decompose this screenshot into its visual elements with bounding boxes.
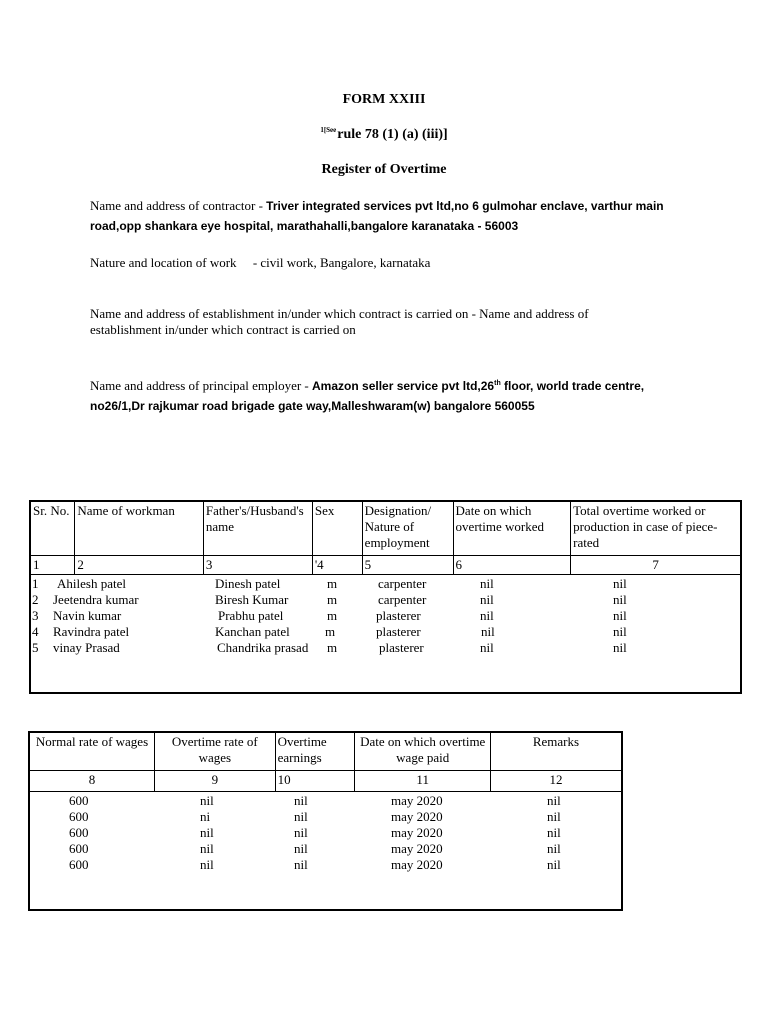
cell-date-paid: may 2020: [391, 856, 443, 872]
overtime-wages-table: [28, 731, 623, 911]
colnum-9: 9: [155, 770, 276, 791]
cell-ot-rate: nil: [200, 840, 214, 856]
wage-rows-cell: [29, 791, 622, 910]
register-title: Register of Overtime: [321, 162, 447, 177]
cell-normal-rate: 600: [69, 808, 89, 824]
cell-sr: 1: [32, 575, 39, 591]
cell-normal-rate: 600: [69, 856, 89, 872]
header-designation: Designation/ Nature of employment: [362, 501, 453, 555]
cell-remarks: nil: [547, 808, 561, 824]
cell-sex: m: [327, 575, 338, 591]
form-title: FORM XXIII: [342, 92, 426, 107]
cell-date: nil: [480, 591, 494, 607]
header-overtime-rate: Overtime rate of wages: [155, 732, 276, 770]
cell-ot-rate: nil: [200, 856, 214, 872]
cell-sex: m: [327, 639, 338, 655]
header-workman-name: Name of workman: [75, 501, 204, 555]
cell-ot-rate: ni: [200, 808, 211, 824]
header-date-paid: Date on which overtime wage paid: [355, 732, 490, 770]
cell-earnings: nil: [294, 840, 308, 856]
column-number-row: [29, 770, 622, 791]
cell-father: Kanchan patel: [215, 623, 290, 639]
cell-sr: 2: [32, 591, 39, 607]
table-row: [30, 793, 621, 809]
cell-designation: plasterer: [376, 607, 421, 623]
header-overtime-earnings: Overtime earnings: [275, 732, 355, 770]
header-sr-no: Sr. No.: [30, 501, 75, 555]
cell-name: vinay Prasad: [53, 639, 120, 655]
cell-date-paid: may 2020: [391, 792, 443, 808]
cell-date: nil: [480, 639, 494, 655]
cell-date: nil: [480, 575, 494, 591]
colnum-11: 11: [355, 770, 490, 791]
contractor-block: [90, 196, 690, 236]
table-row: [30, 809, 621, 825]
cell-date: nil: [480, 607, 494, 623]
cell-sex: m: [325, 623, 336, 639]
cell-name: Ahilesh patel: [57, 575, 126, 591]
cell-date-paid: may 2020: [391, 824, 443, 840]
cell-remarks: nil: [547, 824, 561, 840]
table-row: [30, 841, 621, 857]
cell-father: Biresh Kumar: [215, 591, 289, 607]
table-row: [31, 576, 740, 592]
cell-sr: 5: [32, 639, 39, 655]
cell-earnings: nil: [294, 808, 308, 824]
cell-normal-rate: 600: [69, 840, 89, 856]
cell-designation: carpenter: [378, 591, 427, 607]
contractor-value: Triver integrated services pvt ltd,no 6 gulmohar enclave, varthur main road,opp shankara eye hospital, marathahalli,bangalore karanataka - 56003: [90, 199, 664, 233]
cell-earnings: nil: [294, 792, 308, 808]
colnum-12: 12: [490, 770, 622, 791]
header-date-worked: Date on which overtime worked: [453, 501, 571, 555]
cell-designation: plasterer: [379, 639, 424, 655]
employer-block: [90, 374, 680, 416]
cell-earnings: nil: [294, 824, 308, 840]
cell-total: nil: [613, 575, 627, 591]
cell-father: Prabhu patel: [218, 607, 284, 623]
employer-value-a: Amazon seller service pvt ltd,26: [312, 379, 495, 393]
header-remarks: Remarks: [490, 732, 622, 770]
cell-name: Jeetendra kumar: [53, 591, 139, 607]
table-row: [30, 825, 621, 841]
cell-designation: carpenter: [378, 575, 427, 591]
cell-date: nil: [481, 623, 495, 639]
header-father-husband: Father's/Husband's name: [203, 501, 312, 555]
cell-name: Ravindra patel: [53, 623, 130, 639]
employer-value-sup: th: [494, 380, 501, 387]
work-label: Nature and location of work: [90, 255, 237, 270]
colnum-10: 10: [275, 770, 355, 791]
column-number-row: [30, 555, 741, 574]
header-total-overtime: Total overtime worked or production in case of piece-rated: [571, 501, 741, 555]
data-block-row: [30, 574, 741, 693]
cell-name: Navin kumar: [53, 607, 122, 623]
table-row: [31, 608, 740, 624]
data-block-row: [29, 791, 622, 910]
cell-sr: 4: [32, 623, 39, 639]
table-header-row: [29, 732, 622, 770]
cell-date-paid: may 2020: [391, 840, 443, 856]
overtime-workers-table: [29, 500, 742, 694]
rule-text: rule 78 (1) (a) (iii)]: [337, 127, 448, 142]
cell-sex: m: [327, 591, 338, 607]
cell-ot-rate: nil: [200, 824, 214, 840]
cell-date-paid: may 2020: [391, 808, 443, 824]
header-normal-rate: Normal rate of wages: [29, 732, 155, 770]
rule-reference: [0, 126, 768, 143]
cell-ot-rate: nil: [200, 792, 214, 808]
cell-earnings: nil: [294, 856, 308, 872]
table-row: [30, 857, 621, 873]
cell-remarks: nil: [547, 792, 561, 808]
table-row: [31, 640, 740, 656]
table-row: [31, 624, 740, 640]
colnum-2: 2: [75, 555, 204, 574]
cell-total: nil: [613, 591, 627, 607]
cell-remarks: nil: [547, 856, 561, 872]
cell-father: Chandrika prasad: [217, 639, 309, 655]
rule-superscript: 1[See: [320, 126, 337, 134]
cell-normal-rate: 600: [69, 792, 89, 808]
colnum-3: 3: [203, 555, 312, 574]
colnum-5: 5: [362, 555, 453, 574]
cell-designation: plasterer: [376, 623, 421, 639]
employer-label: Name and address of principal employer -: [90, 378, 309, 393]
cell-sr: 3: [32, 607, 39, 623]
cell-remarks: nil: [547, 840, 561, 856]
contractor-label: Name and address of contractor -: [90, 198, 263, 213]
colnum-7: 7: [571, 555, 741, 574]
work-value: - civil work, Bangalore, karnataka: [252, 255, 431, 270]
cell-father: Dinesh patel: [215, 575, 281, 591]
colnum-8: 8: [29, 770, 155, 791]
table-row: [31, 592, 740, 608]
cell-normal-rate: 600: [69, 824, 89, 840]
cell-total: nil: [613, 607, 627, 623]
cell-sex: m: [327, 607, 338, 623]
colnum-4: '4: [312, 555, 362, 574]
colnum-1: 1: [30, 555, 75, 574]
cell-total: nil: [613, 623, 627, 639]
work-block: [90, 255, 690, 271]
employer-value-b: floor, world trade centre, no26/1,Dr rajkumar road brigade gate way,Malleshwaram(w) bangalore 560055: [90, 379, 645, 413]
cell-total: nil: [613, 639, 627, 655]
worker-rows-cell: [30, 574, 741, 693]
table-header-row: [30, 501, 741, 555]
colnum-6: 6: [453, 555, 571, 574]
header-sex: Sex: [312, 501, 362, 555]
establishment-text: Name and address of establishment in/under which contract is carried on - Name and address of establishment in/under which contract is carried on: [90, 306, 589, 337]
